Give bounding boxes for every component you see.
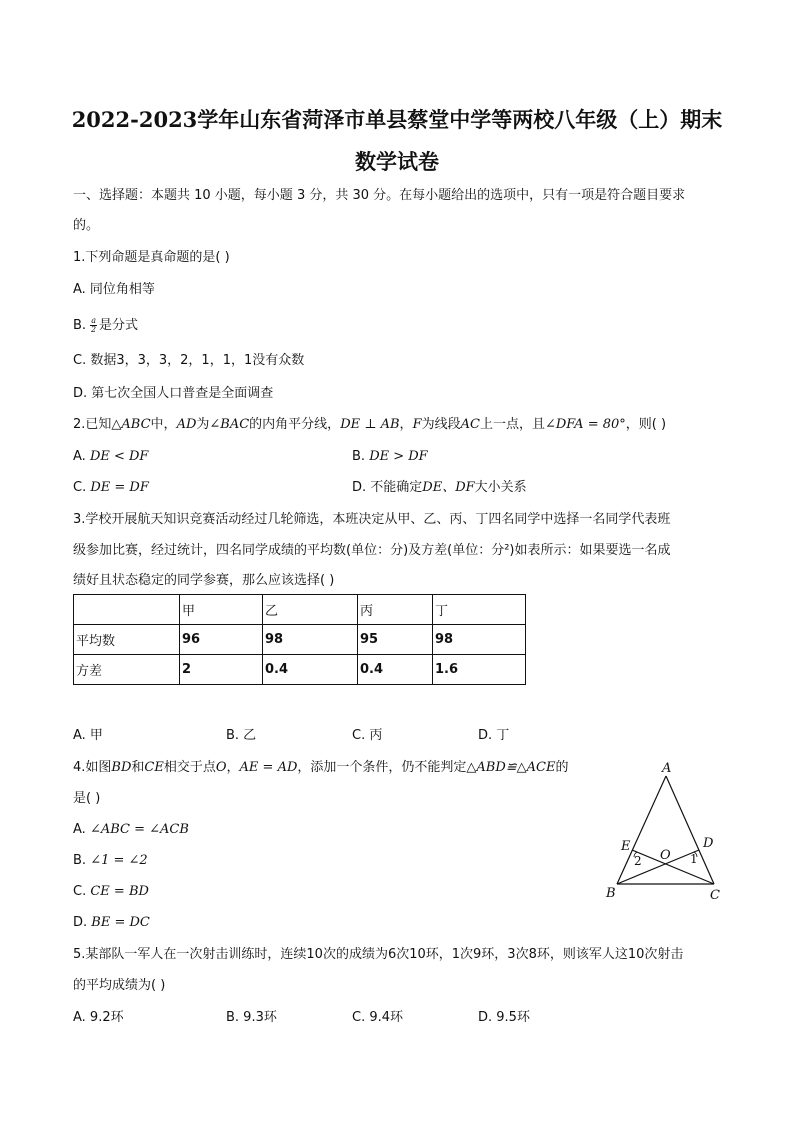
table-cell: 98 [433,625,526,655]
q3-option-b: B. 乙 [226,728,257,743]
q4-option-b [73,853,148,869]
table-header-cell: 乙 [263,595,358,625]
q4-stem-text: 相交于点 [163,760,216,775]
q1-fraction-numerator: a [91,316,96,325]
q2-angle-bac: ∠BAC [209,417,250,432]
q2-option-d-prefix: D. 不能确定 [352,480,423,495]
q4-option-c-math: CE = BD [90,884,149,899]
q2-option-b-prefix: B. [352,449,370,464]
q2-math-ad: AD [176,417,197,432]
q4-option-d [73,915,150,931]
q4-stem-text: 和 [131,760,145,775]
q4-option-a-prefix: A. [73,822,90,837]
q2-option-b [352,449,428,465]
q4-option-c [73,884,149,900]
table-cell: 0.4 [263,655,358,685]
q3-option-a: A. 甲 [73,728,103,743]
q2-option-c [73,480,149,496]
q2-triangle-abc: △ABC [111,417,151,432]
q3-stem-line3: 绩好且状态稳定的同学参赛，那么应该选择( ) [73,573,335,588]
q2-stem-text: 中， [150,417,177,432]
q4-option-c-prefix: C. [73,884,91,899]
q2-point-f: F [412,417,422,432]
q2-stem-text: ， [399,417,413,432]
table-cell: 平均数 [74,625,180,655]
q4-option-a-math: ∠ABC = ∠ACB [89,822,189,837]
q5-option-a: A. 9.2环 [73,1010,124,1025]
q2-stem-text: ，则( ) [625,417,667,432]
q4-stem-text: ，添加一个条件，仍不能判定 [297,760,467,775]
exam-title-line2: 数学试卷 [355,149,439,174]
table-cell: 0.4 [358,655,433,685]
label-b: B [606,886,616,901]
q5-option-b: B. 9.3环 [226,1010,277,1025]
q2-stem-text: 为线段 [421,417,461,432]
q2-stem-text: 2.已知 [73,417,112,432]
q4-option-d-prefix: D. [73,915,92,930]
q4-option-b-math: ∠1 = ∠2 [90,853,148,868]
label-c: C [710,888,720,903]
table-cell: 1.6 [433,655,526,685]
q2-option-c-math: DE = DF [90,480,149,495]
q2-option-a [73,449,148,465]
q1-fraction [90,317,97,334]
q2-stem [73,417,666,433]
q2-stem-text: 上一点，且 [479,417,545,432]
segment-bd [617,850,699,884]
table-cell: 2 [180,655,263,685]
table-header-cell: 甲 [180,595,263,625]
q5-stem-line2: 的平均成绩为( ) [73,978,166,993]
q3-option-c: C. 丙 [352,728,383,743]
q4-stem-line2: 是( ) [73,791,101,806]
q4-math-ae-ad: AE = AD [239,760,298,775]
table-header-cell: 丁 [433,595,526,625]
table-header-cell: 丙 [358,595,433,625]
label-angle-1: 1 [690,852,698,866]
q4-segment-bd: BD [111,760,132,775]
q2-option-b-math: DE > DF [369,449,428,464]
table-cell: 98 [263,625,358,655]
label-e: E [621,839,631,854]
table-cell: 96 [180,625,263,655]
label-a: A [662,761,672,776]
q2-segment-ac: AC [460,417,480,432]
table-header-row [74,595,526,625]
table-cell: 95 [358,625,433,655]
q1-option-a: A. 同位角相等 [73,282,155,297]
q3-stem-line2: 级参加比赛，经过统计，四名同学成绩的平均数(单位：分)及方差(单位：分²)如表所示：如果要选一名成 [73,543,671,558]
section-heading-line2: 的。 [73,218,100,233]
q5-option-d: D. 9.5环 [478,1010,530,1025]
q4-stem [73,760,569,776]
q3-option-d: D. 丁 [478,728,510,743]
q1-option-b [73,317,138,334]
label-angle-2: 2 [634,854,642,868]
q5-option-c: C. 9.4环 [352,1010,404,1025]
q4-option-a [73,822,189,838]
q4-congruence: △ABD≌△ACE [466,760,556,775]
q4-option-d-math: BE = DC [91,915,150,930]
table-row [74,655,526,685]
q4-stem-text: 4.如图 [73,760,112,775]
q4-stem-text: ， [226,760,240,775]
table-header-cell [74,595,180,625]
q5-stem-line1: 5.某部队一军人在一次射击训练时，连续10次的成绩为6次10环，1次9环，3次8环，则该军人这10次射击 [73,947,684,962]
q4-point-o: O [215,760,227,775]
q2-option-a-math: DE < DF [89,449,149,464]
q2-stem-text: 的内角平分线， [249,417,341,432]
q4-option-b-prefix: B. [73,853,91,868]
q1-option-d: D. 第七次全国人口普查是全面调查 [73,386,274,401]
q2-option-d-math: DE、DF [422,480,475,495]
q4-segment-ce: CE [144,760,164,775]
q2-angle-dfa: ∠DFA = 80° [544,417,626,432]
section-heading-line1: 一、选择题：本题共 10 小题，每小题 3 分，共 30 分。在每小题给出的选项中，只有一项是符合题目要求 [73,188,686,203]
q2-stem-text: 为 [196,417,210,432]
q2-math-de-perp-ab: DE ⊥ AB [340,417,400,432]
q2-option-d [352,480,527,496]
q1-option-b-prefix: B. [73,318,91,333]
q2-option-c-prefix: C. [73,480,91,495]
exam-title-line1: 2022-2023学年山东省菏泽市单县蔡堂中学等两校八年级（上）期末 [71,107,723,132]
q4-stem-text: 的 [555,760,569,775]
q2-option-d-suffix: 大小关系 [474,480,527,495]
q1-stem: 1.下列命题是真命题的是( ) [73,250,230,265]
q3-stem-line1: 3.学校开展航天知识竞赛活动经过几轮筛选，本班决定从甲、乙、丙、丁四名同学中选择一名同学代表班 [73,512,671,527]
q1-fraction-denominator: 2 [91,325,97,334]
q2-option-a-prefix: A. [73,449,90,464]
label-o: O [660,848,671,863]
score-table [73,594,526,685]
q1-option-b-suffix: 是分式 [98,318,138,333]
table-row [74,625,526,655]
q1-option-c: C. 数据3，3，3，2，1，1，1没有众数 [73,353,305,368]
triangle-figure [604,758,734,906]
side-ac [666,776,714,884]
table-cell: 方差 [74,655,180,685]
label-d: D [703,836,714,851]
